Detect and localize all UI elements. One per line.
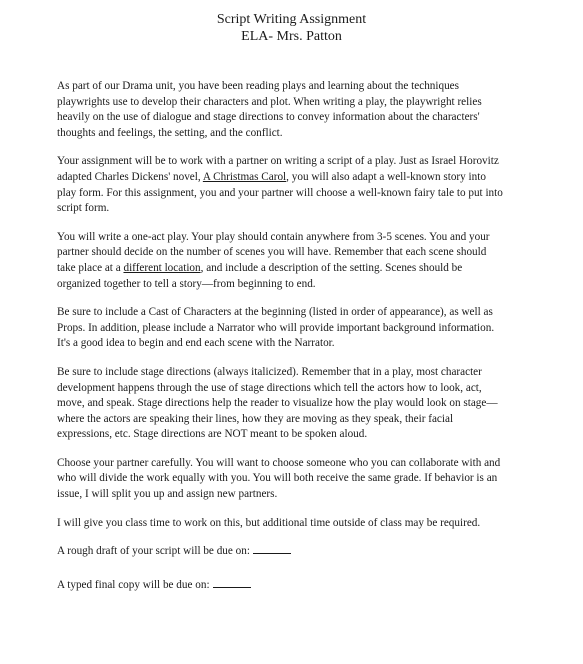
document-body: [57, 79, 505, 611]
rough-draft-due-line: [57, 544, 505, 560]
document-title: Script Writing Assignment: [216, 12, 367, 27]
paragraph-text: Your assignment will be to work with a partner on writing a script of a play. Just as Israel Horovitz adapted Charles Dickens' novel,: [57, 155, 499, 183]
book-title: A Christmas Carol: [202, 170, 287, 183]
paragraph-text: , you will also adapt a well-known story into play form. For this assignment, you and your partner will choose a well-known fairy tale to put into script form.: [57, 170, 503, 215]
emphasis-different-location: different location: [123, 261, 201, 274]
paragraph-drama-unit: As part of our Drama unit, you have been reading plays and learning about the techniques playwrights use to develop their characters and plot. When writing a play, the playwright relies heavily on the use of dialogue and stage directions to convey information about the characters' thoughts and feelings, the setting, and the conflict.: [57, 80, 482, 139]
paragraph-cast-of-characters: Be sure to include a Cast of Characters at the beginning (listed in order of appearance), as well as Props. In addition, please include a Narrator who will provide important background information. It's a good idea to begin and end each scene with the Narrator.: [57, 306, 495, 350]
paragraph-text: You will write a one-act play. Your play should contain anywhere from 3-5 scenes. You and your partner should decide on the number of scenes you will have. Remember that each scene should take place at a: [57, 230, 490, 274]
document-subtitle: ELA- Mrs. Patton: [241, 29, 342, 44]
paragraph-choose-partner: Choose your partner carefully. You will want to choose someone who you can collaborate with and who will divide the work equally with you. You will both receive the same grade. If behavior is an issue, I will split you up and assign new partners.: [57, 456, 501, 501]
paragraph-stage-directions: Be sure to include stage directions (always italicized). Remember that in a play, most character development happens through the use of stage directions which tell the actors how to look, act, move, and speak. Stage directions help the reader to visualize how the play would look on stage—where the actors are speaking their lines, how they are moving as they speak, their facial expressions, etc. Stage directions are NOT meant to be spoken aloud.: [57, 365, 498, 441]
document-header: [0, 11, 583, 45]
paragraph-assignment: [57, 154, 505, 216]
rough-draft-label: A rough draft of your script will be due on:: [57, 545, 250, 558]
final-copy-due-line: [57, 578, 505, 594]
paragraph-text: , and include a description of the setting. Scenes should be organized together to tell a story—from beginning to end.: [57, 261, 463, 290]
paragraph-one-act-play: [57, 230, 505, 292]
paragraph-class-time: I will give you class time to work on this, but additional time outside of class may be required.: [57, 516, 481, 529]
rough-draft-date-blank[interactable]: [253, 544, 291, 554]
final-copy-date-blank[interactable]: [213, 578, 251, 588]
final-copy-label: A typed final copy will be due on:: [57, 578, 210, 591]
